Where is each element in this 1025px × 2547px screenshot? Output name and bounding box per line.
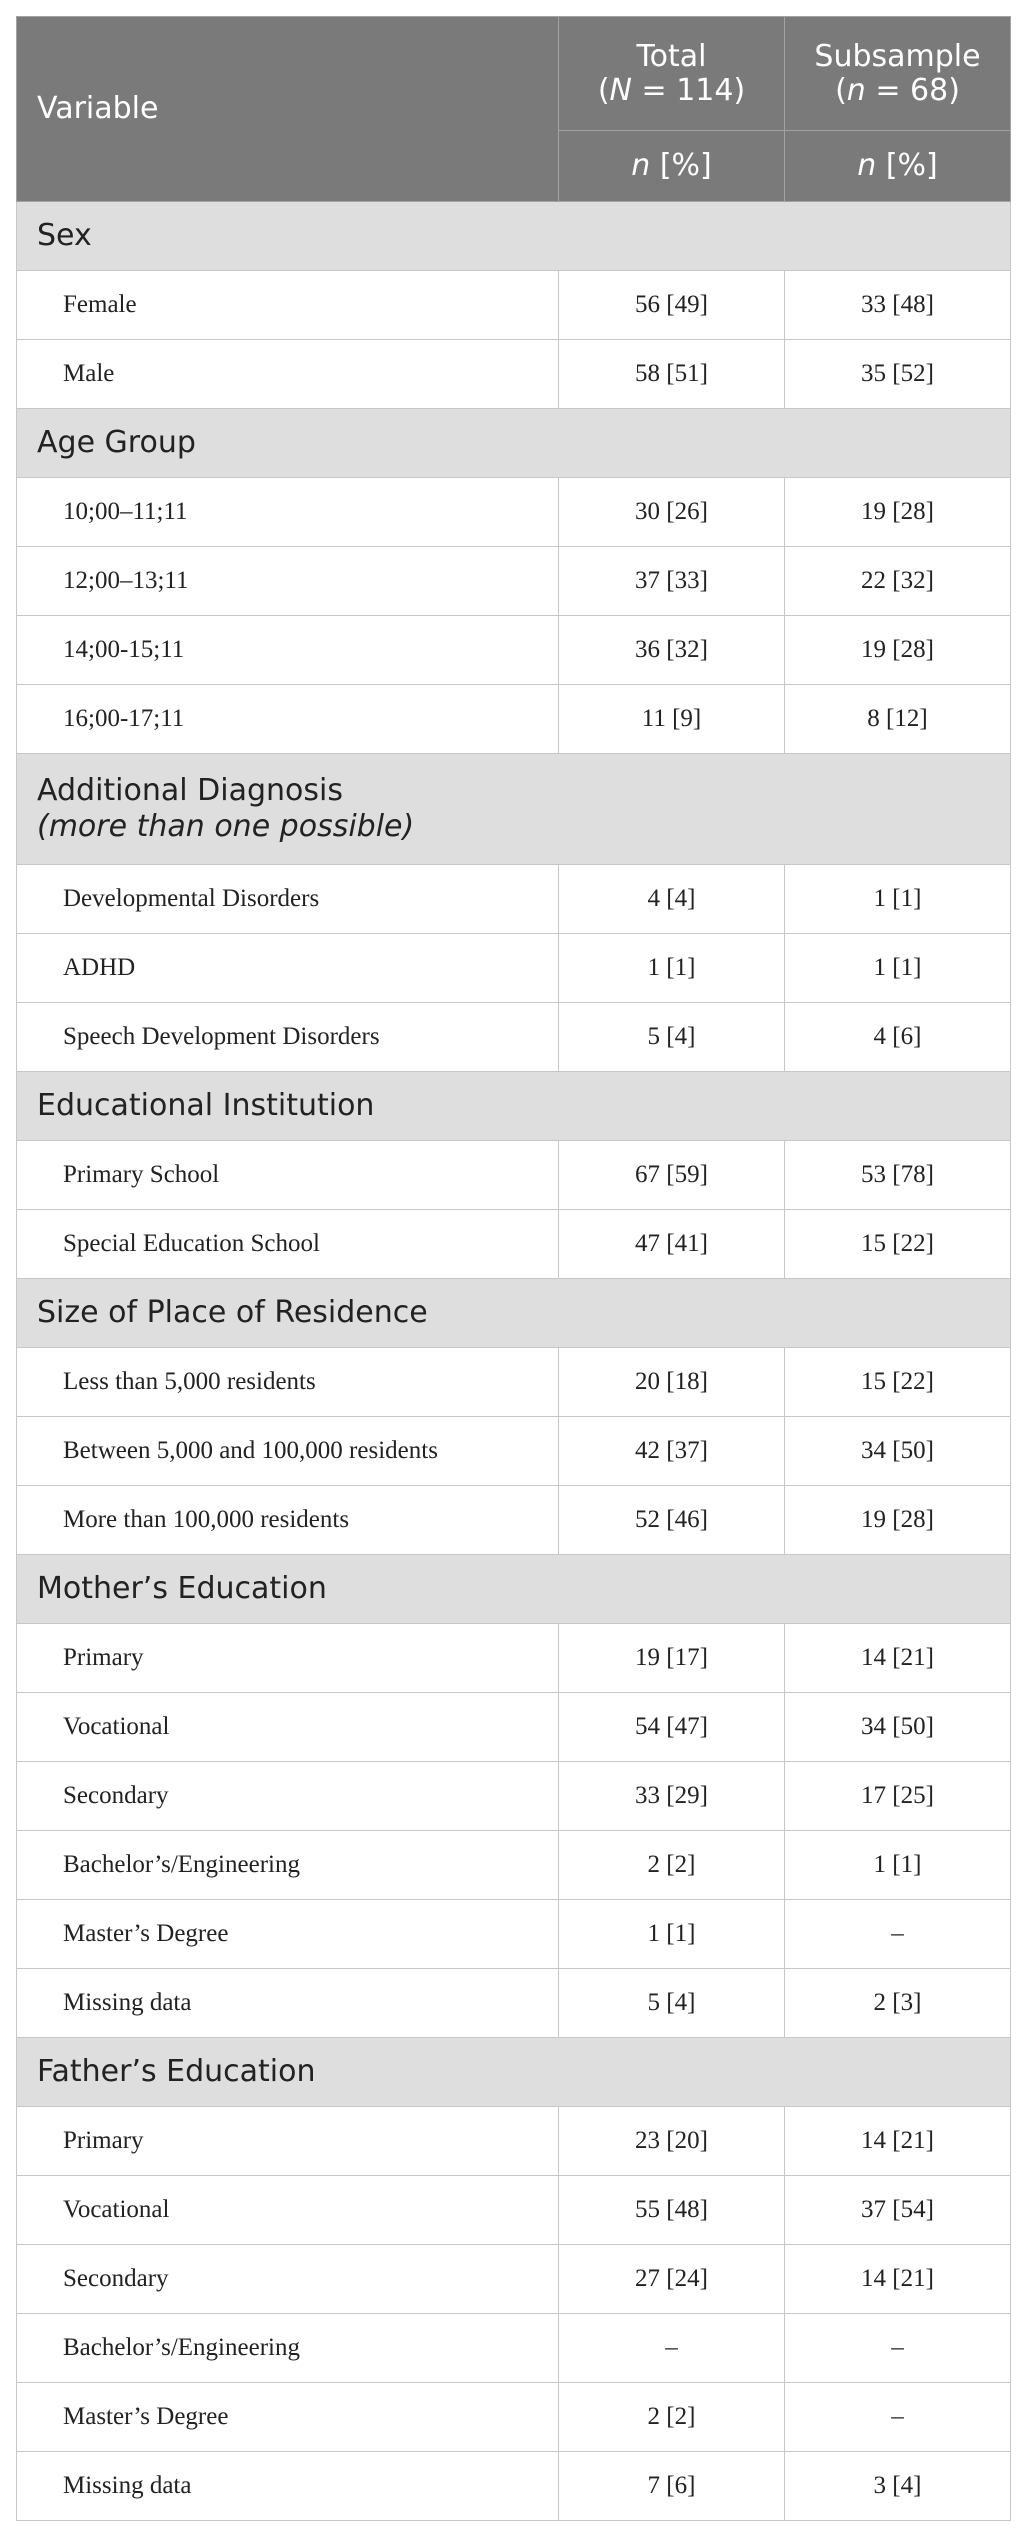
header-total-title: Total: [636, 38, 707, 74]
row-label: 14;00-15;11: [17, 616, 559, 685]
section-title-cell: [17, 2038, 1011, 2107]
row-label: Special Education School: [17, 1210, 559, 1279]
row-total: 55 [48]: [559, 2176, 785, 2245]
table-row: [17, 1417, 1011, 1486]
row-subsample: 1 [1]: [785, 865, 1011, 934]
row-total: 36 [32]: [559, 616, 785, 685]
table-row: [17, 1624, 1011, 1693]
row-label: Female: [17, 271, 559, 340]
row-subsample: 34 [50]: [785, 1417, 1011, 1486]
row-label: Master’s Degree: [17, 2383, 559, 2452]
row-subsample: 53 [78]: [785, 1141, 1011, 1210]
section-title: Father’s Education: [37, 2054, 316, 2089]
row-label: Male: [17, 340, 559, 409]
row-subsample: 22 [32]: [785, 547, 1011, 616]
table-row: [17, 1003, 1011, 1072]
row-subsample: 1 [1]: [785, 1831, 1011, 1900]
section-title-cell: [17, 409, 1011, 478]
header-subsample: [785, 17, 1011, 131]
row-subsample: 2 [3]: [785, 1969, 1011, 2038]
row-label: Missing data: [17, 2452, 559, 2521]
row-label: 12;00–13;11: [17, 547, 559, 616]
table-row: [17, 1693, 1011, 1762]
stat-symbol: n: [857, 148, 877, 183]
header-total-n-symbol: N: [609, 72, 632, 108]
section-title-cell: [17, 1279, 1011, 1348]
row-total: 47 [41]: [559, 1210, 785, 1279]
section-header-row: [17, 1279, 1011, 1348]
row-subsample: 1 [1]: [785, 934, 1011, 1003]
table-row: [17, 2452, 1011, 2521]
header-total: [559, 17, 785, 131]
header-subsample-n-symbol: n: [846, 72, 866, 108]
row-total: 33 [29]: [559, 1762, 785, 1831]
row-total: 20 [18]: [559, 1348, 785, 1417]
row-label: 10;00–11;11: [17, 478, 559, 547]
row-label: Primary: [17, 1624, 559, 1693]
row-total: 1 [1]: [559, 934, 785, 1003]
header-stat-subsample: [785, 131, 1011, 202]
row-subsample: 37 [54]: [785, 2176, 1011, 2245]
section-title: Additional Diagnosis: [37, 773, 343, 808]
row-label: 16;00-17;11: [17, 685, 559, 754]
section-header-row: [17, 754, 1011, 865]
table-row: [17, 616, 1011, 685]
row-total: 30 [26]: [559, 478, 785, 547]
section-header-row: [17, 1072, 1011, 1141]
row-subsample: 15 [22]: [785, 1210, 1011, 1279]
row-subsample: 35 [52]: [785, 340, 1011, 409]
header-subsample-title: Subsample: [814, 38, 981, 74]
section-title-cell: [17, 1072, 1011, 1141]
table-header: [17, 17, 1011, 202]
row-total: 67 [59]: [559, 1141, 785, 1210]
row-total: 37 [33]: [559, 547, 785, 616]
header-variable: Variable: [17, 17, 559, 202]
row-label: Master’s Degree: [17, 1900, 559, 1969]
row-total: 7 [6]: [559, 2452, 785, 2521]
row-label: Secondary: [17, 2245, 559, 2314]
row-total: 2 [2]: [559, 2383, 785, 2452]
row-total: 4 [4]: [559, 865, 785, 934]
row-total: 42 [37]: [559, 1417, 785, 1486]
table-row: [17, 2383, 1011, 2452]
row-total: 23 [20]: [559, 2107, 785, 2176]
section-title-cell: [17, 1555, 1011, 1624]
table-row: [17, 547, 1011, 616]
table-row: [17, 1762, 1011, 1831]
header-subsample-n-value: = 68): [865, 72, 960, 108]
stat-symbol: n: [631, 148, 651, 183]
row-label: Secondary: [17, 1762, 559, 1831]
table-row: [17, 2176, 1011, 2245]
table-row: [17, 685, 1011, 754]
row-subsample: 17 [25]: [785, 1762, 1011, 1831]
row-total: 5 [4]: [559, 1003, 785, 1072]
table-row: [17, 271, 1011, 340]
row-total: 54 [47]: [559, 1693, 785, 1762]
row-total: 19 [17]: [559, 1624, 785, 1693]
row-label: Missing data: [17, 1969, 559, 2038]
table-row: [17, 865, 1011, 934]
section-title-cell: [17, 754, 1011, 865]
stat-unit: [%]: [650, 148, 712, 183]
row-label: Between 5,000 and 100,000 residents: [17, 1417, 559, 1486]
table-row: [17, 2314, 1011, 2383]
row-label: Bachelor’s/Engineering: [17, 1831, 559, 1900]
stat-unit: [%]: [876, 148, 938, 183]
header-stat-total: [559, 131, 785, 202]
row-label: Vocational: [17, 1693, 559, 1762]
row-subsample: 33 [48]: [785, 271, 1011, 340]
section-title: Sex: [37, 218, 92, 253]
row-subsample: –: [785, 1900, 1011, 1969]
row-label: Less than 5,000 residents: [17, 1348, 559, 1417]
table-row: [17, 2107, 1011, 2176]
row-total: 5 [4]: [559, 1969, 785, 2038]
row-label: ADHD: [17, 934, 559, 1003]
row-label: Primary: [17, 2107, 559, 2176]
row-label: Primary School: [17, 1141, 559, 1210]
header-row: [17, 17, 1011, 131]
row-subsample: 34 [50]: [785, 1693, 1011, 1762]
row-label: Speech Development Disorders: [17, 1003, 559, 1072]
row-subsample: 14 [21]: [785, 2245, 1011, 2314]
row-subsample: 19 [28]: [785, 1486, 1011, 1555]
row-subsample: 3 [4]: [785, 2452, 1011, 2521]
section-title: Mother’s Education: [37, 1571, 327, 1606]
row-total: 11 [9]: [559, 685, 785, 754]
section-header-row: [17, 202, 1011, 271]
row-subsample: 19 [28]: [785, 616, 1011, 685]
section-header-row: [17, 2038, 1011, 2107]
header-total-open: (: [597, 72, 610, 108]
section-title-cell: [17, 202, 1011, 271]
row-subsample: 4 [6]: [785, 1003, 1011, 1072]
section-header-row: [17, 409, 1011, 478]
table-row: [17, 340, 1011, 409]
table-row: [17, 1900, 1011, 1969]
row-subsample: 15 [22]: [785, 1348, 1011, 1417]
row-total: 52 [46]: [559, 1486, 785, 1555]
table-row: [17, 1969, 1011, 2038]
row-subsample: –: [785, 2314, 1011, 2383]
row-label: More than 100,000 residents: [17, 1486, 559, 1555]
section-header-row: [17, 1555, 1011, 1624]
row-subsample: 14 [21]: [785, 2107, 1011, 2176]
row-total: 58 [51]: [559, 340, 785, 409]
row-label: Vocational: [17, 2176, 559, 2245]
table-row: [17, 1486, 1011, 1555]
table-row: [17, 934, 1011, 1003]
header-total-n-value: = 114): [631, 72, 746, 108]
table-row: [17, 2245, 1011, 2314]
row-total: 56 [49]: [559, 271, 785, 340]
table-row: [17, 1348, 1011, 1417]
table-body: [17, 202, 1011, 2521]
row-total: 2 [2]: [559, 1831, 785, 1900]
row-subsample: 14 [21]: [785, 1624, 1011, 1693]
row-subsample: 8 [12]: [785, 685, 1011, 754]
header-subsample-open: (: [835, 72, 847, 108]
row-total: –: [559, 2314, 785, 2383]
table-row: [17, 1831, 1011, 1900]
row-total: 27 [24]: [559, 2245, 785, 2314]
row-subsample: 19 [28]: [785, 478, 1011, 547]
row-subsample: –: [785, 2383, 1011, 2452]
row-label: Developmental Disorders: [17, 865, 559, 934]
table-row: [17, 1141, 1011, 1210]
section-title: Size of Place of Residence: [37, 1295, 428, 1330]
demographics-table: [16, 16, 1011, 2521]
table-row: [17, 1210, 1011, 1279]
table-row: [17, 478, 1011, 547]
row-total: 1 [1]: [559, 1900, 785, 1969]
section-subtitle: (more than one possible): [37, 809, 415, 844]
section-title: Age Group: [37, 425, 196, 460]
section-title: Educational Institution: [37, 1088, 375, 1123]
row-label: Bachelor’s/Engineering: [17, 2314, 559, 2383]
